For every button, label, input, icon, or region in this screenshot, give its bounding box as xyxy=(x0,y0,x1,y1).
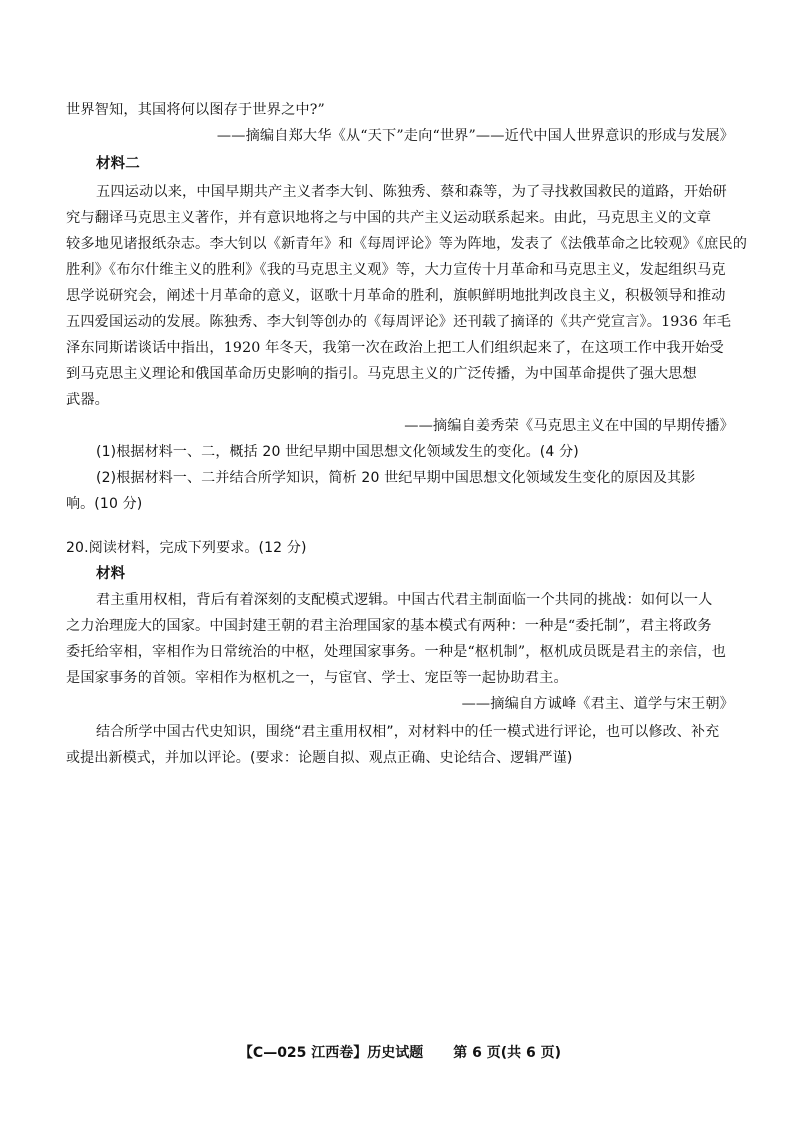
material2-line: 较多地见诸报纸杂志。李大钊以《新青年》和《每周评论》等为阵地，发表了《法俄革命之比较观》《庶民的 xyxy=(66,236,748,252)
question-20-source: ——摘编自方诚峰《君主、道学与宋王朝》 xyxy=(461,696,734,712)
question-20-title: 20.阅读材料，完成下列要求。(12 分) xyxy=(66,540,307,556)
material2-line: 胜利》《布尔什维主义的胜利》《我的马克思主义观》等，大力宣传十月革命和马克思主义，发起组织马克 xyxy=(66,262,726,278)
material1-source: ——摘编自郑大华《从“天下”走向“世界”——近代中国人世界意识的形成与发展》 xyxy=(216,128,734,144)
question-19-part2: (2)根据材料一、二并结合所学知识，简析 20 世纪早期中国思想文化领域发生变化的原因及其影 xyxy=(96,470,696,486)
material2-line: 五四爱国运动的发展。陈独秀、李大钊等创办的《每周评论》还刊载了摘译的《共产党宣言》。1936 年毛 xyxy=(66,314,732,330)
material2-line: 武器。 xyxy=(66,392,110,408)
page-number: 第 6 页(共 6 页) xyxy=(453,1045,562,1061)
material2-source: ——摘编自姜秀荣《马克思主义在中国的早期传播》 xyxy=(404,418,734,434)
material2-line: 五四运动以来，中国早期共产主义者李大钊、陈独秀、蔡和森等，为了寻找救国救民的道路，开始研 xyxy=(96,184,727,200)
material2-heading: 材料二 xyxy=(96,156,140,172)
exam-label: 【C—025 江西卷】历史试题 xyxy=(238,1045,424,1061)
question-20-material-line: 是国家事务的首领。宰相作为枢机之一，与宦官、学士、宠臣等一起协助君主。 xyxy=(66,670,568,686)
material1-closing-line: 世界智知，其国将何以图存于世界之中?” xyxy=(66,102,325,118)
material2-line: 泽东同斯诺谈话中指出，1920 年冬天，我第一次在政治上把工人们组织起来了，在这项工作中我开始受 xyxy=(66,340,724,356)
question-19-part2-cont: 响。(10 分) xyxy=(66,496,143,512)
question-20-material-line: 君主重用权相，背后有着深刻的支配模式逻辑。中国古代君主制面临一个共同的挑战：如何以一人 xyxy=(96,592,713,608)
material2-line: 到马克思主义理论和俄国革命历史影响的指引。马克思主义的广泛传播，为中国革命提供了强大思想 xyxy=(66,366,697,382)
question-20-task: 结合所学中国古代史知识，围绕“君主重用权相”，对材料中的任一模式进行评论，也可以修改、补充 xyxy=(96,724,720,740)
question-19-part1: (1)根据材料一、二，概括 20 世纪早期中国思想文化领域发生的变化。(4 分) xyxy=(96,444,579,460)
page-footer xyxy=(0,1042,800,1062)
material2-line: 思学说研究会，阐述十月革命的意义，讴歌十月革命的胜利，旗帜鲜明地批判改良主义，积极领导和推动 xyxy=(66,288,726,304)
question-20-task-cont: 或提出新模式，并加以评论。(要求：论题自拟、观点正确、史论结合、逻辑严谨) xyxy=(66,750,573,766)
question-20-material-heading: 材料 xyxy=(96,566,126,582)
question-20-material-line: 之力治理庞大的国家。中国封建王朝的君主治理国家的基本模式有两种：一种是“委托制”，君主将政务 xyxy=(66,618,712,634)
material2-line: 究与翻译马克思主义著作，并有意识地将之与中国的共产主义运动联系起来。由此，马克思主义的文章 xyxy=(66,210,712,226)
question-20-material-line: 委托给宰相，宰相作为日常统治的中枢，处理国家事务。一种是“枢机制”，枢机成员既是君主的亲信，也 xyxy=(66,644,726,660)
